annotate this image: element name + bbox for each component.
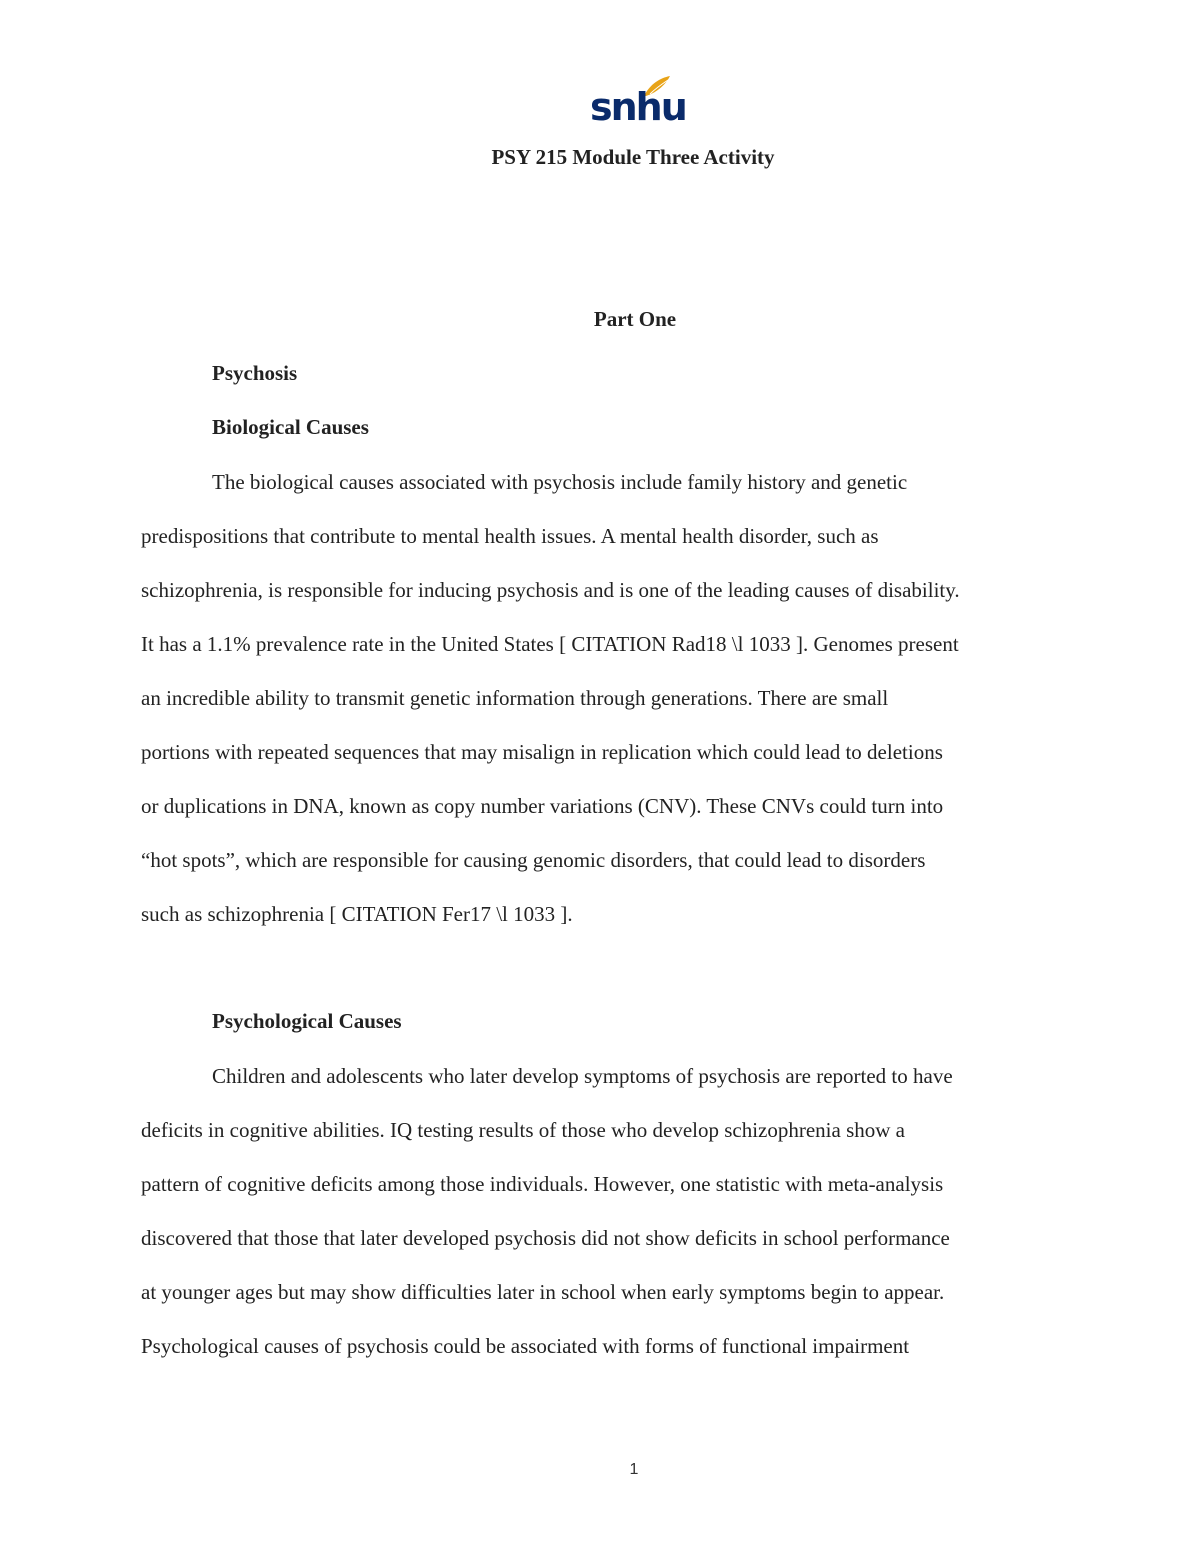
paragraph-biological-causes bbox=[141, 468, 1061, 954]
part-title: Part One bbox=[593, 307, 677, 331]
paragraph-line: portions with repeated sequences that may misalign in replication which could lead to deletions bbox=[141, 740, 943, 764]
page-number: 1 bbox=[629, 1461, 639, 1478]
paragraph-line: discovered that those that later developed psychosis did not show deficits in school performance bbox=[141, 1226, 950, 1250]
paragraph-line: such as schizophrenia [ CITATION Fer17 \l 1033 ]. bbox=[141, 902, 573, 926]
document-title: PSY 215 Module Three Activity bbox=[491, 145, 775, 169]
paragraph-line: It has a 1.1% prevalence rate in the United States [ CITATION Rad18 \l 1033 ]. Genomes present bbox=[141, 632, 959, 656]
paragraph-line: The biological causes associated with psychosis include family history and genetic bbox=[212, 470, 908, 494]
paragraph-line: “hot spots”, which are responsible for causing genomic disorders, that could lead to disorders bbox=[141, 848, 926, 872]
paragraph-line: schizophrenia, is responsible for inducing psychosis and is one of the leading causes of disability. bbox=[141, 578, 960, 602]
paragraph-line: deficits in cognitive abilities. IQ testing results of those who develop schizophrenia show a bbox=[141, 1118, 905, 1142]
paragraph-line: predispositions that contribute to mental health issues. A mental health disorder, such as bbox=[141, 524, 879, 548]
paragraph-line: an incredible ability to transmit genetic information through generations. There are small bbox=[141, 686, 889, 710]
snhu-logo bbox=[590, 74, 686, 132]
paragraph-line: or duplications in DNA, known as copy number variations (CNV). These CNVs could turn into bbox=[141, 794, 944, 818]
paragraph-line: Psychological causes of psychosis could be associated with forms of functional impairment bbox=[141, 1334, 910, 1358]
subheading-psychological-causes: Psychological Causes bbox=[212, 1009, 402, 1033]
paragraph-line: Children and adolescents who later develop symptoms of psychosis are reported to have bbox=[212, 1064, 953, 1088]
section-heading-psychosis: Psychosis bbox=[212, 361, 298, 385]
subheading-biological-causes: Biological Causes bbox=[212, 415, 369, 439]
logo-wordmark: snhu bbox=[590, 85, 686, 129]
paragraph-psychological-causes bbox=[141, 1062, 1061, 1386]
paragraph-line: at younger ages but may show difficulties later in school when early symptoms begin to appear. bbox=[141, 1280, 945, 1304]
paragraph-line: pattern of cognitive deficits among those individuals. However, one statistic with meta-analysis bbox=[141, 1172, 944, 1196]
